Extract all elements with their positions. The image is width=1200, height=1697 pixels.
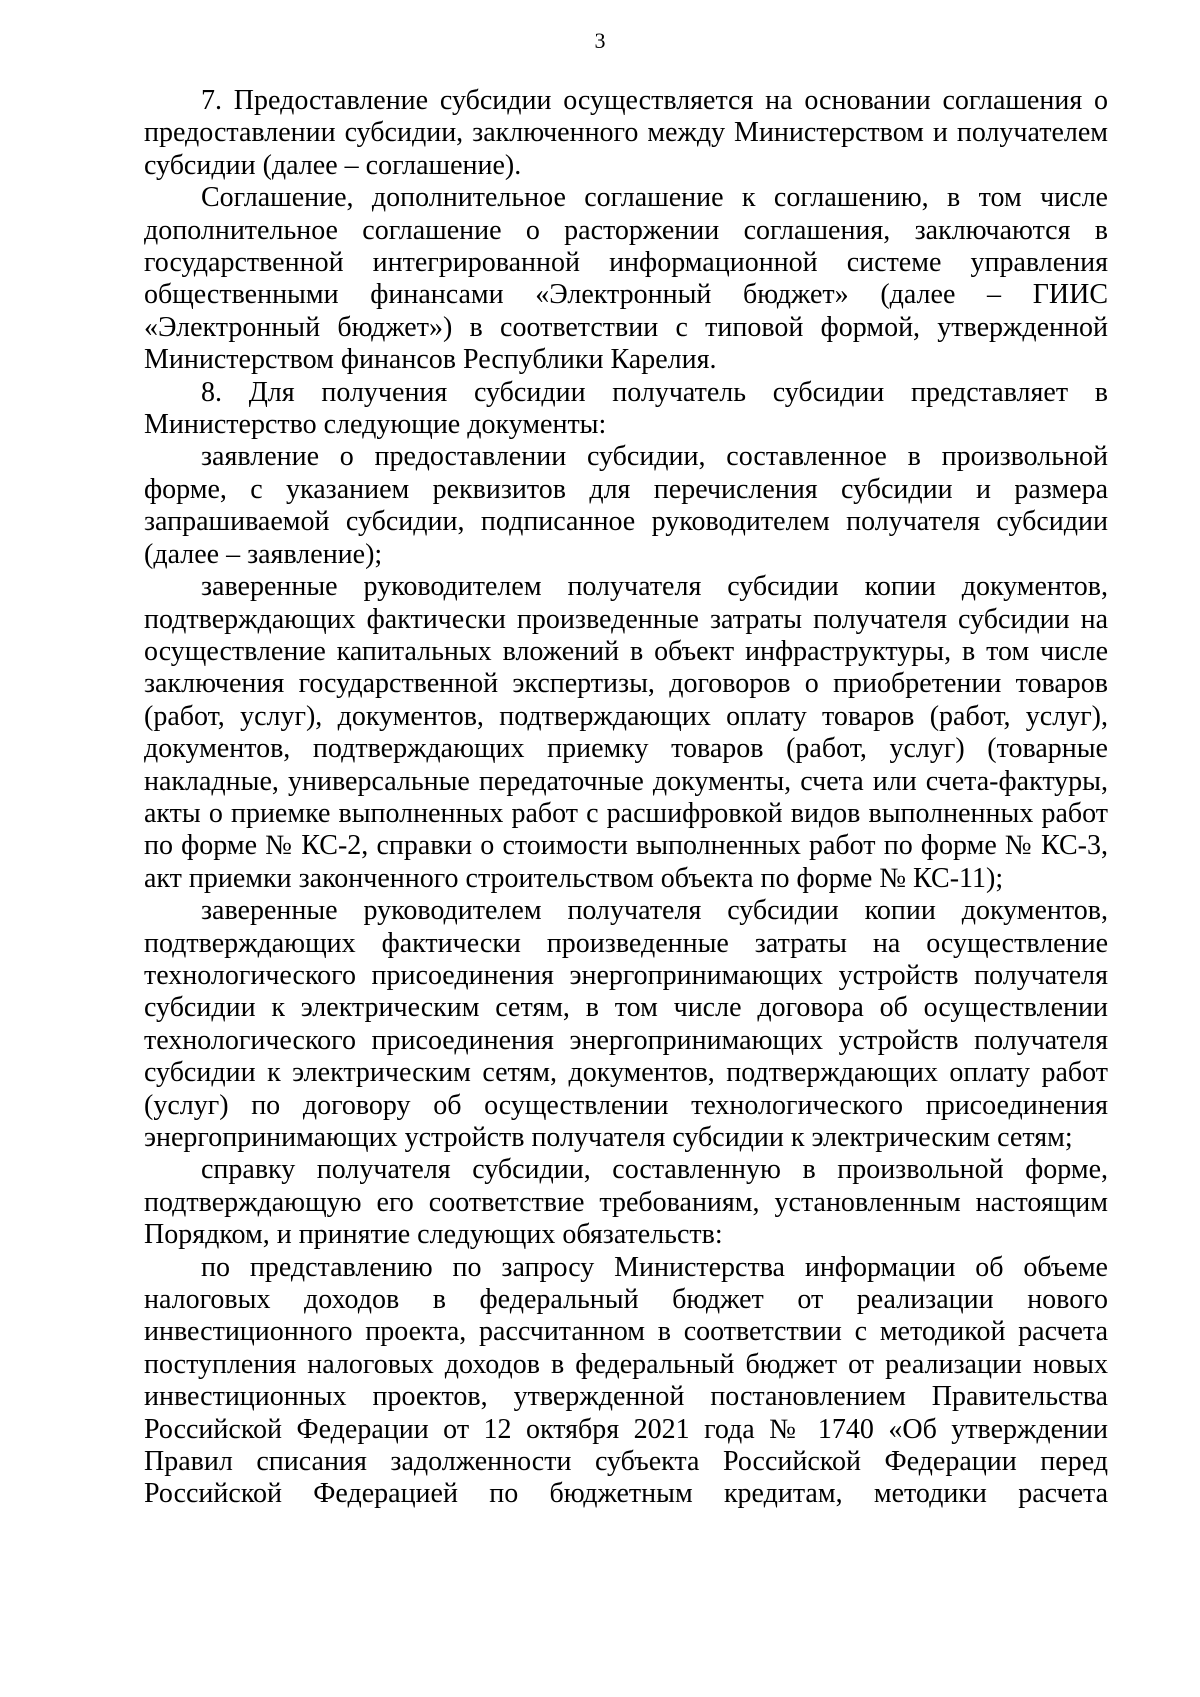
paragraph-application: заявление о предоставлении субсидии, составленное в произвольной форме, с указанием реквизитов для перечисления субсидии и размера запрашиваемой субсидии, подписанное руководителем получателя субсидии (далее – заявление);: [144, 441, 1108, 570]
paragraph-7: 7. Предоставление субсидии осуществляется на основании соглашения о предоставлении субсидии, заключенного между Министерством и получателем субсидии (далее – соглашение).: [144, 85, 1108, 181]
paragraph-agreement: Соглашение, дополнительное соглашение к соглашению, в том числе дополнительное соглашение о расторжении соглашения, заключаются в государственной интегрированной информационной системе управления общественными финансами «Электронный бюджет» (далее – ГИИС «Электронный бюджет») в соответствии с типовой формой, утвержденной Министерством финансов Республики Карелия.: [144, 182, 1108, 376]
paragraph-certificate: справку получателя субсидии, составленную в произвольной форме, подтверждающую его соответствие требованиям, установленным настоящим Порядком, и принятие следующих обязательств:: [144, 1154, 1108, 1251]
paragraph-infrastructure-documents: заверенные руководителем получателя субсидии копии документов, подтверждающих фактически произведенные затраты получателя субсидии на осуществление капитальных вложений в объект инфраструктуры, в том числе заключения государственной экспертизы, договоров о приобретении товаров (работ, услуг), документов, подтверждающих оплату товаров (работ, услуг), документов, подтверждающих приемку товаров (работ, услуг) (товарные накладные, универсальные передаточные документы, счета или счета-фактуры, акты о приемке выполненных работ с расшифровкой видов выполненных работ по форме № КС-2, справки о стоимости выполненных работ по форме № КС-3, акт приемки законченного строительством объекта по форме № КС-11);: [144, 571, 1108, 894]
document-body: [144, 85, 1108, 1511]
paragraph-8: 8. Для получения субсидии получатель субсидии представляет в Министерство следующие документы:: [144, 376, 1108, 441]
paragraph-grid-connection-documents: заверенные руководителем получателя субсидии копии документов, подтверждающих фактически произведенные затраты на осуществление технологического присоединения энергопринимающих устройств получателя субсидии к электрическим сетям, в том числе договора об осуществлении технологического присоединения энергопринимающих устройств получателя субсидии к электрическим сетям, документов, подтверждающих оплату работ (услуг) по договору об осуществлении технологического присоединения энергопринимающих устройств получателя субсидии к электрическим сетям;: [144, 895, 1108, 1153]
page-number: 3: [594, 28, 606, 53]
paragraph-tax-revenue-obligation: по представлению по запросу Министерства информации об объеме налоговых доходов в федеральный бюджет от реализации нового инвестиционного проекта, рассчитанном в соответствии с методикой расчета поступления налоговых доходов в федеральный бюджет от реализации новых инвестиционных проектов, утвержденной постановлением Правительства Российской Федерации от 12 октября 2021 года № 1740 «Об утверждении Правил списания задолженности субъекта Российской Федерации перед Российской Федерацией по бюджетным кредитам, методики расчета: [144, 1251, 1108, 1510]
